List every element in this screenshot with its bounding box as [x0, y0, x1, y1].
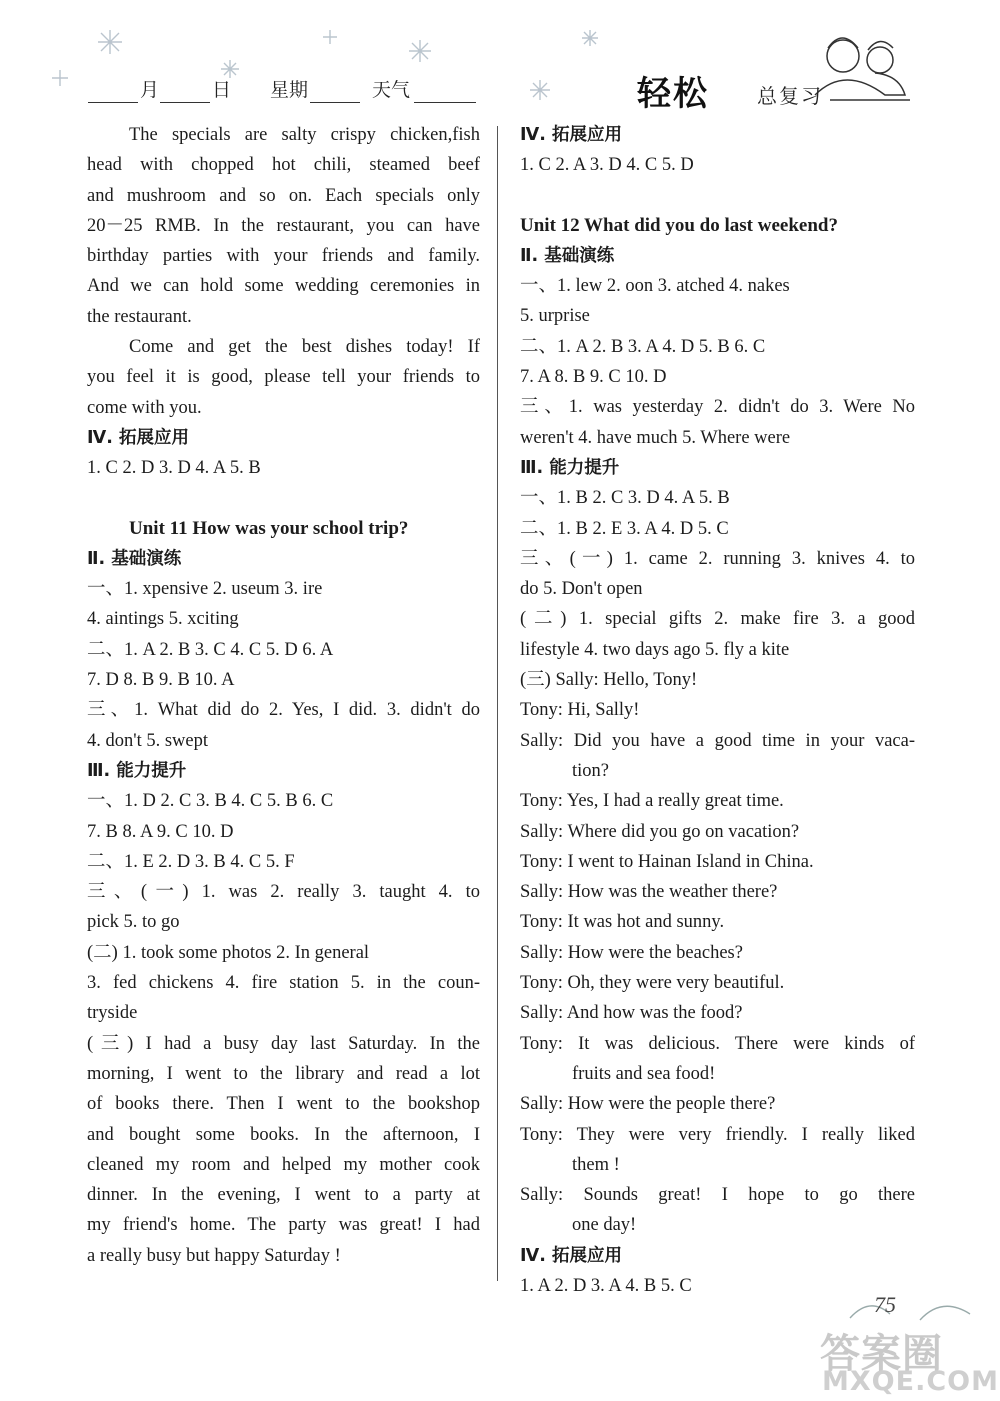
restaurant-passage	[87, 120, 480, 423]
answer-line: 二、1. B 2. E 3. A 4. D 5. C	[520, 518, 729, 539]
right-column	[520, 120, 915, 1301]
passage-line: you feel it is good, please tell your friends to	[87, 367, 480, 388]
writing-line: of books there. Then I went to the bookshop	[87, 1094, 480, 1115]
answer-line: 3. fed chickens 4. fire station 5. in the coun-	[87, 973, 480, 994]
passage-line: Come and get the best dishes today! If	[129, 337, 480, 358]
answer-line: 二、1. A 2. B 3. C 4. C 5. D 6. A	[87, 639, 334, 660]
writing-line: my friend's home. The party was great! I had	[87, 1215, 480, 1236]
weather-blank-line	[414, 102, 476, 103]
section-title: Ⅳ. 拓展应用	[520, 1245, 622, 1266]
column-divider	[497, 126, 498, 1281]
answer-line: (二) 1. special gifts 2. make fire 3. a good	[520, 609, 915, 630]
section-title: Ⅳ. 拓展应用	[87, 427, 189, 448]
unit-title: Unit 12 What did you do last weekend?	[520, 214, 838, 236]
answer-line: lifestyle 4. two days ago 5. fly a kite	[520, 639, 790, 660]
writing-sample	[87, 1029, 480, 1271]
dialogue-line: Tony: Oh, they were very beautiful.	[520, 973, 785, 994]
writing-line: cleaned my room and helped my mother cook	[87, 1154, 480, 1175]
dialogue-line: Tony: They were very friendly. I really liked	[520, 1124, 915, 1145]
answer-line: 7. B 8. A 9. C 10. D	[87, 821, 234, 842]
weekday-label: 星期	[270, 79, 309, 101]
dialogue-line: Tony: Hi, Sally!	[520, 700, 640, 721]
answer-line: 7. D 8. B 9. B 10. A	[87, 670, 235, 691]
page-number: 75	[874, 1292, 896, 1317]
dialogue-line: Sally: How was the weather there?	[520, 882, 778, 903]
passage-line: The specials are salty crispy chicken,fish	[129, 125, 480, 145]
passage-line: come with you.	[87, 397, 202, 418]
dialogue-line: Sally: How were the people there?	[520, 1094, 776, 1115]
answer-line: 二、1. A 2. B 3. A 4. D 5. B 6. C	[520, 336, 766, 357]
answer-line: 三、1. was yesterday 2. didn't do 3. Were No	[520, 397, 915, 418]
dialogue-line: Sally: Sounds great! I hope to go there	[520, 1185, 915, 1206]
section-title: Ⅱ. 基础演练	[87, 548, 182, 569]
passage-line: And we can hold some wedding ceremonies in	[87, 276, 480, 297]
dialogue-line: Tony: Yes, I had a really great time.	[520, 791, 784, 812]
dialogue-line: one day!	[572, 1215, 637, 1236]
answer-line: 5. urprise	[520, 306, 590, 327]
answer-line: 一、1. lew 2. oon 3. atched 4. nakes	[520, 276, 790, 297]
watermark-logo: 答案圈	[820, 1331, 943, 1377]
answer-line: 一、1. xpensive 2. useum 3. ire	[87, 579, 323, 600]
dialogue-line: Tony: I went to Hainan Island in China.	[520, 851, 814, 872]
answer-line: 三、1. What did do 2. Yes, I did. 3. didn't do	[87, 700, 480, 721]
writing-line: (三) I had a busy day last Saturday. In the	[87, 1033, 480, 1054]
section-title: Ⅱ. 基础演练	[520, 245, 615, 266]
answer-line: 1. C 2. A 3. D 4. C 5. D	[520, 155, 694, 176]
answer-line: 三、(一) 1. was 2. really 3. taught 4. to	[87, 882, 480, 903]
left-column	[87, 120, 480, 1271]
answer-line: 二、1. E 2. D 3. B 4. C 5. F	[87, 851, 295, 872]
passage-line: the restaurant.	[87, 306, 192, 327]
dialogue-line: Sally: Where did you go on vacation?	[520, 821, 800, 842]
answer-line: 7. A 8. B 9. C 10. D	[520, 367, 667, 388]
section-title: Ⅲ. 能力提升	[520, 457, 620, 478]
page-header	[0, 0, 1000, 120]
dialogue-line: Sally: And how was the food?	[520, 1003, 743, 1024]
answer-line: do 5. Don't open	[520, 579, 643, 600]
writing-line: a really busy but happy Saturday !	[87, 1245, 341, 1266]
answer-line: 1. C 2. D 3. D 4. A 5. B	[87, 458, 261, 479]
dialogue-line: Tony: It was delicious. There were kinds of	[520, 1033, 915, 1054]
dialogue	[520, 695, 915, 1240]
answer-line: pick 5. to go	[87, 912, 180, 933]
passage-line: and mushroom and so on. Each specials only	[87, 185, 480, 206]
month-label: 月	[140, 79, 160, 101]
answer-line: weren't 4. have much 5. Where were	[520, 427, 791, 448]
answer-line: tryside	[87, 1003, 138, 1024]
dialogue-line: Sally: Did you have a good time in your vaca-	[520, 730, 915, 751]
watermark-url: MXQE.COM	[822, 1366, 999, 1397]
answer-line: 4. don't 5. swept	[87, 730, 209, 751]
day-label: 日	[212, 79, 232, 101]
dialogue-line: fruits and sea food!	[572, 1063, 716, 1084]
answer-line: 三、(一) 1. came 2. running 3. knives 4. to	[520, 548, 915, 569]
dialogue-line: Sally: How were the beaches?	[520, 942, 743, 963]
section-title: Ⅳ. 拓展应用	[520, 125, 622, 145]
writing-line: morning, I went to the library and read a lot	[87, 1063, 480, 1084]
dialogue-line: them !	[572, 1154, 620, 1175]
weekday-blank-line	[310, 102, 360, 103]
dialogue-line: tion?	[572, 760, 609, 781]
section-title: Ⅲ. 能力提升	[87, 760, 187, 781]
unit-title: Unit 11 How was your school trip?	[129, 517, 409, 539]
answer-line: 一、1. D 2. C 3. B 4. C 5. B 6. C	[87, 791, 334, 812]
brand-subtitle: 总复习	[757, 84, 823, 108]
dialogue-line: Tony: It was hot and sunny.	[520, 912, 725, 933]
answer-line: 一、1. B 2. C 3. D 4. A 5. B	[520, 488, 730, 509]
passage-line: 20－25 RMB. In the restaurant, you can have	[87, 215, 480, 236]
answer-line: 4. aintings 5. xciting	[87, 609, 239, 630]
answer-line: 1. A 2. D 3. A 4. B 5. C	[520, 1275, 692, 1296]
answer-line: (三) Sally: Hello, Tony!	[520, 670, 698, 691]
weather-label: 天气	[372, 79, 411, 101]
day-blank-line	[160, 102, 210, 103]
answer-line: (二) 1. took some photos 2. In general	[87, 942, 370, 963]
month-blank-line	[88, 102, 138, 103]
passage-line: birthday parties with your friends and family.	[87, 246, 480, 267]
writing-line: dinner. In the evening, I went to a party at	[87, 1185, 480, 1206]
brand-logo-text: 轻松	[637, 74, 709, 114]
writing-line: and bought some books. In the afternoon, I	[87, 1124, 480, 1145]
passage-line: head with chopped hot chili, steamed beef	[87, 155, 480, 176]
